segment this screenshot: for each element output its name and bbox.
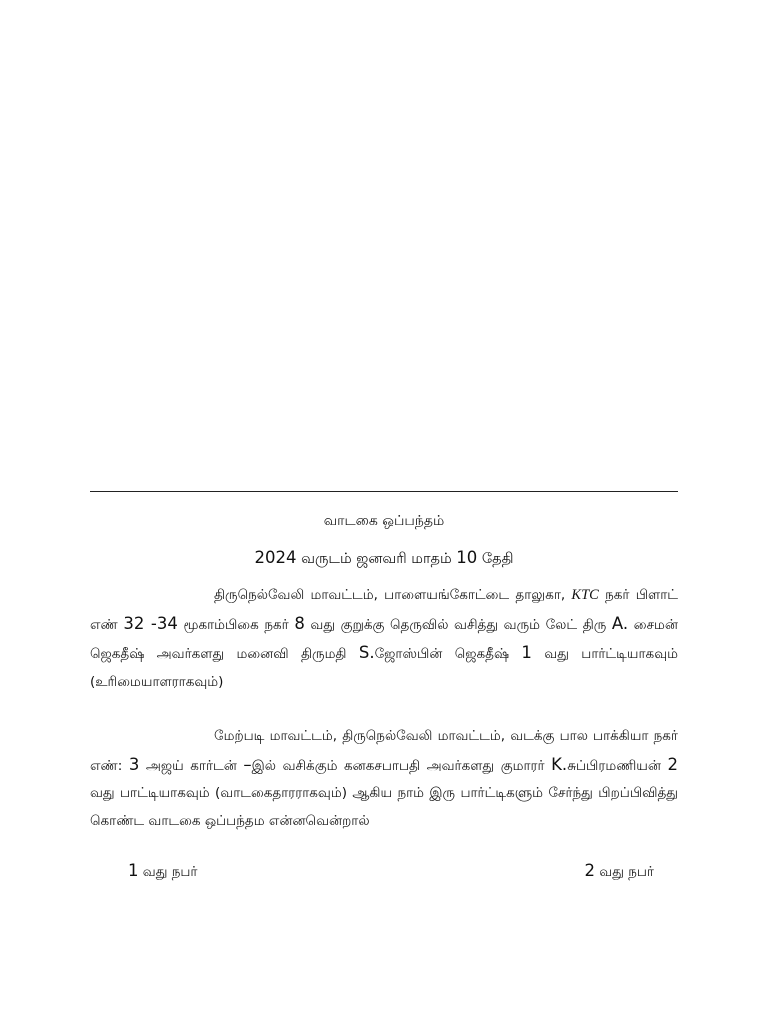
second-party-number: 2 <box>584 861 596 880</box>
p1-party-number: 1 <box>521 643 532 662</box>
p2-text-3: இல் வசிக்கும் கனகசபாபதி அவர்களது குமாரர் <box>251 757 552 774</box>
p1-initial-s: S. <box>358 643 375 662</box>
p1-street-number: 8 <box>294 613 305 633</box>
second-party-text: வது நபர் <box>595 864 654 880</box>
p2-initial-k: K. <box>551 754 568 774</box>
date-year-word: வருடம் <box>301 551 352 567</box>
second-party-label <box>585 857 654 885</box>
p1-plot-number: 32 -34 <box>123 613 178 633</box>
date-month: ஜனவரி மாதம் <box>356 551 452 567</box>
p1-text-6: ஜோஸ்பின் ஜெகதீஷ் <box>374 646 522 662</box>
p2-text-4: சுப்பிரமணியன் <box>567 757 668 774</box>
rental-agreement-document <box>90 510 678 885</box>
p1-ktc: KTC <box>571 587 599 603</box>
p2-house-number: 3 <box>128 754 140 774</box>
p1-text-5: சைமன் ஜெகதீஷ் அவர்களது மனைவி திருமதி <box>90 616 678 662</box>
date-day-word: தேதி <box>481 551 514 567</box>
document-title: வாடகை ஒப்பந்தம் <box>323 513 445 529</box>
party-signature-labels <box>90 857 678 885</box>
p1-text-7: வது பார்ட்டியாகவும் <box>531 646 678 662</box>
p2-text-5: வது பாட்டியாகவும் (வாடகைதாரராகவும்) ஆகிய நாம் இரு பார்ட்டிகளும் சேர்ந்து பிறப்பிவித்து கொண்ட வாடகை ஒப்பந்தம என்னவென்றால் <box>90 785 678 829</box>
date-day: 10 <box>456 548 478 567</box>
p2-dash: – <box>243 754 252 774</box>
party-two-paragraph <box>90 723 678 835</box>
p2-text-2: அஜய் கார்டன் <box>139 757 244 774</box>
p2-party-number: 2 <box>667 754 678 774</box>
date-year: 2024 <box>254 548 297 567</box>
p1-text-3: மூகாம்பிகை நகர் <box>177 616 295 633</box>
first-party-number: 1 <box>128 861 139 880</box>
top-divider-line <box>90 491 678 492</box>
p1-text-8: (உரிமையாளராகவும்) <box>90 673 224 690</box>
p1-text-1: திருநெல்வேலி மாவட்டம், பாளையங்கோட்டை தாலுகா, <box>214 587 572 603</box>
party-one-paragraph <box>90 582 678 696</box>
first-party-label <box>128 857 197 885</box>
agreement-date-line <box>90 546 678 570</box>
p1-text-4: வது குறுக்கு தெருவில் வசித்து வரும் லேட் திரு <box>304 616 612 633</box>
p1-text-2: நகர் பிளாட் எண் <box>90 587 678 633</box>
p2-text-1: மேற்படி மாவட்டம், திருநெல்வேலி மாவட்டம், வடக்கு பால பாக்கியா நகர் எண்: <box>90 728 678 774</box>
p1-initial-a: A. <box>611 613 629 633</box>
first-party-text: வது நபர் <box>138 864 198 880</box>
